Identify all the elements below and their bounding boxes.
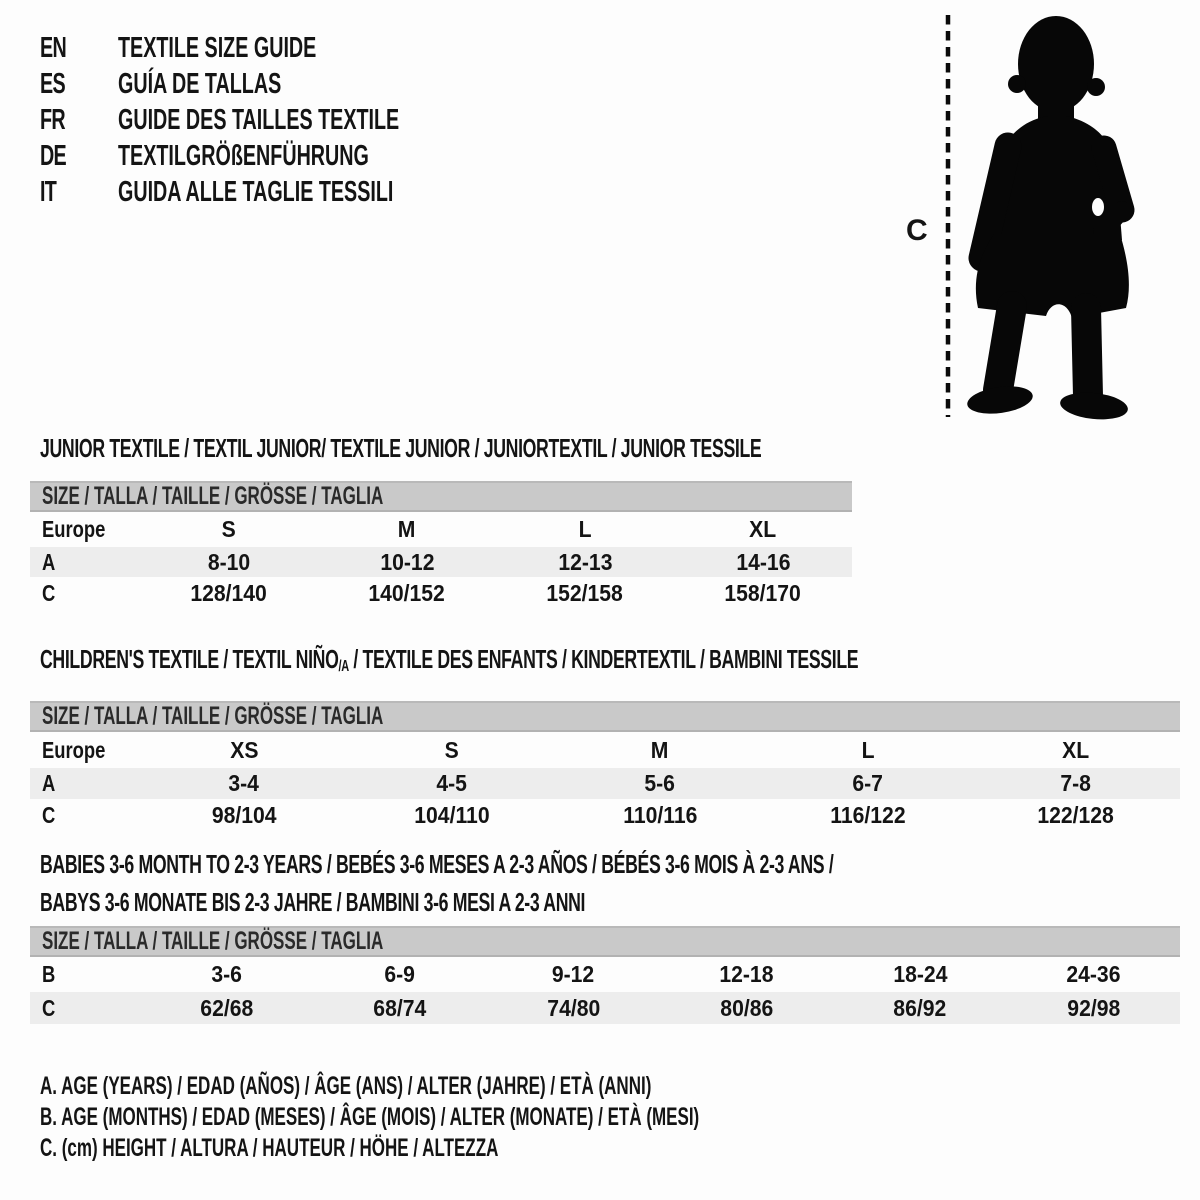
value-cell: 12-18 [719,961,774,987]
row-label-cell: B [42,961,56,987]
guide-title-es: GUÍA DE TALLAS [118,67,282,100]
table-row-height [30,992,1180,1024]
value-cell: 10-12 [379,548,435,575]
legend-line-a: A. AGE (YEARS) / EDAD (AÑOS) / ÂGE (ANS) / ALTER (JAHRE) / ETÀ (ANNI) [40,1072,652,1100]
value-cell: 104/110 [414,802,490,828]
row-label-cell: C [42,579,56,606]
size-cell: M [398,516,416,542]
value-cell: 152/158 [546,579,624,606]
language-row-en [40,30,532,66]
guide-title-it: GUIDA ALLE TAGLIE TESSILI [118,175,394,208]
row-label-cell: C [42,994,56,1021]
language-row-fr [40,102,532,138]
language-code: ES [40,67,65,100]
table-row-age [30,547,852,577]
value-cell: 18-24 [892,961,948,987]
value-cell: 3-4 [228,770,260,796]
children-size-table [30,701,1180,832]
babies-section-title-line2: BABYS 3-6 MONATE BIS 2-3 JAHRE / BAMBINI 3-6 MESI A 2-3 ANNI [40,887,586,917]
value-cell: 116/122 [830,802,906,828]
value-cell: 74/80 [546,994,600,1021]
value-cell: 86/92 [893,994,947,1021]
guide-title-fr: GUIDE DES TAILLES TEXTILE [118,103,400,136]
row-label-cell: A [42,770,56,796]
row-label-cell: A [42,548,56,575]
size-cell: M [651,736,669,763]
value-cell: 158/170 [724,579,802,606]
table-row-height [30,577,852,609]
value-cell: 80/86 [720,994,774,1021]
row-label-cell: Europe [42,736,106,763]
size-cell: XL [1062,736,1090,763]
children-section-title: CHILDREN'S TEXTILE / TEXTIL NIÑO/A / TEXTILE DES ENFANTS / KINDERTEXTIL / BAMBINI TESSILE [40,644,859,675]
junior-section-title: JUNIOR TEXTILE / TEXTIL JUNIOR/ TEXTILE JUNIOR / JUNIORTEXTIL / JUNIOR TESSILE [40,433,762,463]
table-row-months [30,957,1180,992]
size-cell: S [444,736,460,763]
language-row-it [40,174,532,210]
value-cell: 6-7 [852,770,884,796]
legend-line-c: C. (cm) HEIGHT / ALTURA / HAUTEUR / HÖHE / ALTEZZA [40,1134,499,1162]
value-cell: 4-5 [436,770,468,796]
language-code: FR [40,103,65,136]
value-cell: 7-8 [1060,770,1092,796]
table-row-europe [30,732,1180,768]
guide-title-en: TEXTILE SIZE GUIDE [118,31,317,64]
value-cell: 92/98 [1066,994,1120,1021]
guide-title-de: TEXTILGRÖßENFÜHRUNG [118,139,369,172]
table-row-height [30,799,1180,832]
language-title-list [40,30,532,210]
row-label-cell: C [42,802,56,828]
value-cell: 6-9 [384,961,416,987]
value-cell: 68/74 [373,994,427,1021]
junior-size-table [30,481,852,609]
size-header-bar: SIZE / TALLA / TAILLE / GRÖSSE / TAGLIA [30,481,852,512]
value-cell: 24-36 [1066,961,1121,987]
toddler-silhouette-icon [952,8,1140,420]
language-row-es [40,66,532,102]
value-cell: 5-6 [644,770,676,796]
size-cell: S [221,516,237,542]
babies-section-title-line1: BABIES 3-6 MONTH TO 2-3 YEARS / BEBÉS 3-6 MESES A 2-3 AÑOS / BÉBÉS 3-6 MOIS À 2-3 ANS / [40,849,834,879]
value-cell: 122/128 [1037,802,1115,828]
value-cell: 8-10 [207,548,251,575]
size-header-bar: SIZE / TALLA / TAILLE / GRÖSSE / TAGLIA [30,926,1180,957]
language-row-de [40,138,532,174]
value-cell: 9-12 [552,961,595,987]
value-cell: 140/152 [368,579,446,606]
size-cell: L [861,736,875,763]
value-cell: 128/140 [190,579,268,606]
value-cell: 12-13 [557,548,613,575]
size-header-bar: SIZE / TALLA / TAILLE / GRÖSSE / TAGLIA [30,701,1180,732]
babies-size-table [30,926,1180,1024]
legend-line-b: B. AGE (MONTHS) / EDAD (MESES) / ÂGE (MOIS) / ALTER (MONATE) / ETÀ (MESI) [40,1103,700,1131]
language-code: DE [40,139,67,172]
table-row-age [30,768,1180,799]
language-code: IT [40,175,57,208]
size-cell: XL [749,516,777,542]
value-cell: 62/68 [200,994,254,1021]
size-cell: L [578,516,592,542]
table-row-europe [30,512,852,547]
value-cell: 3-6 [211,961,242,987]
value-cell: 14-16 [735,548,791,575]
nino-a-subscript: /A [338,656,349,675]
row-label-cell: Europe [42,516,106,542]
value-cell: 110/116 [622,802,698,828]
height-dashed-line [944,15,952,417]
language-code: EN [40,31,67,64]
height-measure-label: C [906,214,928,247]
value-cell: 98/104 [211,802,277,828]
size-cell: XS [229,736,259,763]
